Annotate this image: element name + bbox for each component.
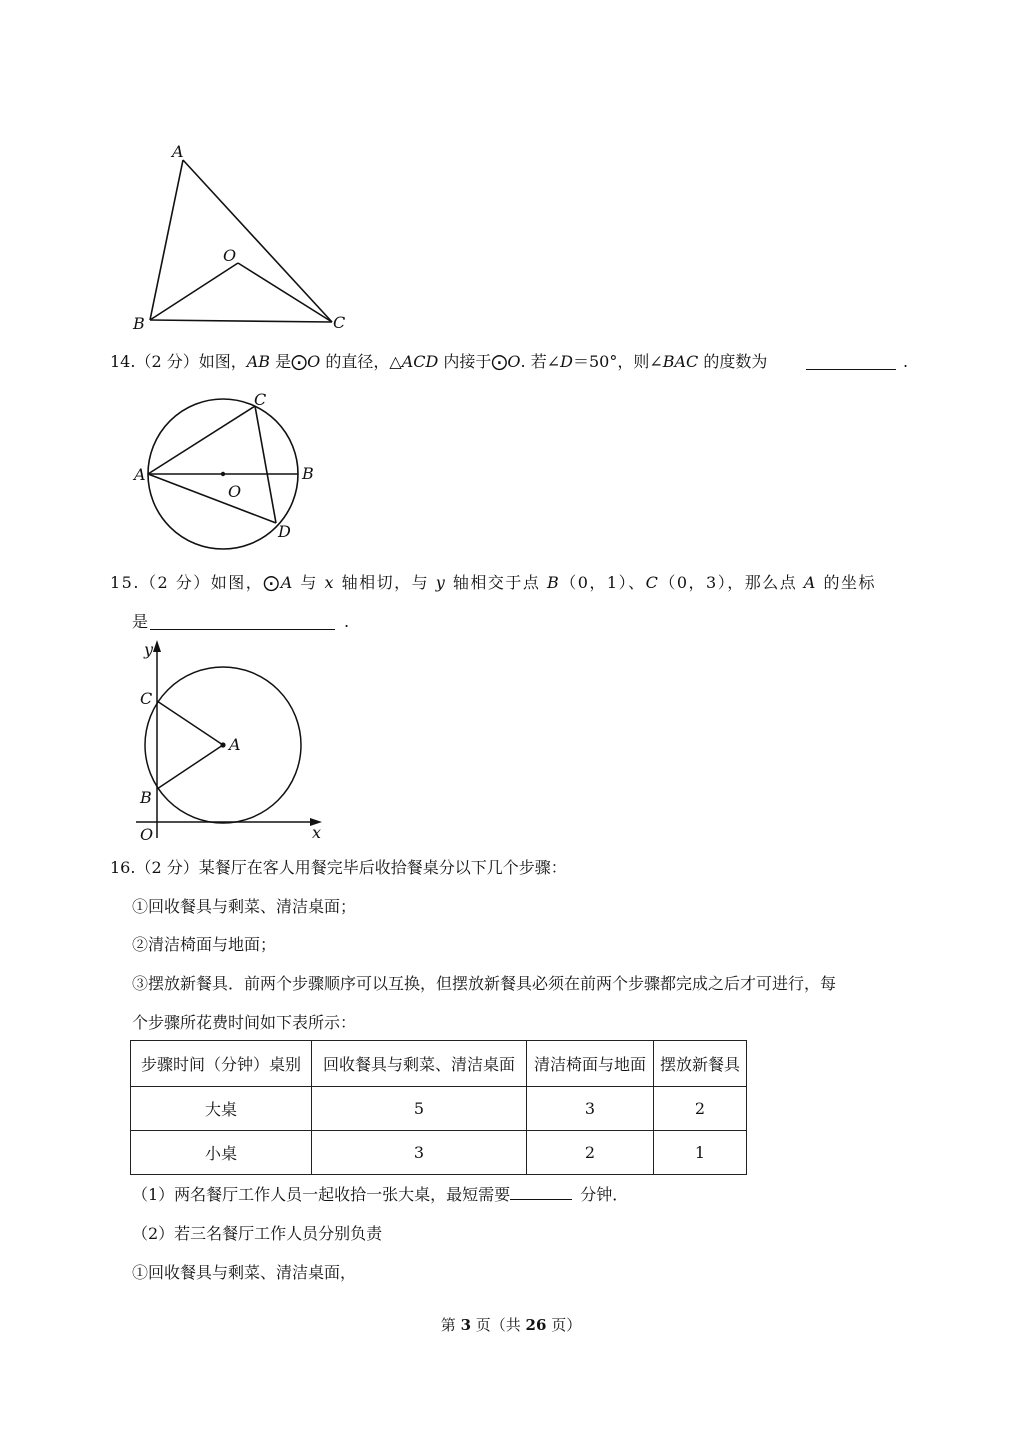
label-b: B	[140, 788, 152, 807]
answer-blank-16-1[interactable]	[510, 1184, 572, 1200]
coordinate-figure-15	[130, 638, 335, 846]
total-pages: 26	[525, 1316, 547, 1334]
question-15: 15.（2 分）如图，⨀A 与 x 轴相切，与 y 轴相交于点 B（0，1）、C（0，3），那么点 A 的坐标	[110, 573, 876, 592]
table-cell: 大桌	[131, 1087, 312, 1131]
segment-bc	[150, 320, 332, 322]
segment-cd	[255, 406, 276, 523]
label-o: O	[228, 482, 242, 501]
segment-ac	[148, 406, 255, 474]
question-15-line2: 是	[132, 612, 149, 631]
table-cell: 小桌	[131, 1131, 312, 1175]
segment-ca	[157, 701, 223, 745]
table-header-cell: 步骤时间（分钟）桌别	[131, 1041, 312, 1087]
step-1: ①回收餐具与剩菜、清洁桌面；	[132, 897, 357, 916]
label-b: B	[133, 314, 145, 333]
answer-blank-15[interactable]	[150, 614, 335, 630]
label-c: C	[254, 390, 267, 409]
sub-question-2-item-1: ①回收餐具与剩菜、清洁桌面，	[132, 1263, 357, 1282]
sub-question-1: （1）两名餐厅工作人员一起收拾一张大桌，最短需要 分钟．	[132, 1185, 629, 1204]
segment-ad	[148, 474, 276, 523]
question-14-end: .	[903, 352, 909, 371]
segment-ac	[183, 160, 332, 322]
question-score: （2 分）	[135, 352, 199, 371]
question-number: 16.	[110, 858, 136, 877]
step-3-continued: 个步骤所花费时间如下表所示：	[132, 1013, 357, 1032]
question-16: 16.（2 分）某餐厅在客人用餐完毕后收拾餐桌分以下几个步骤：	[110, 858, 567, 877]
step-2: ②清洁椅面与地面；	[132, 935, 277, 954]
current-page: 3	[460, 1316, 471, 1334]
segment-ba	[157, 745, 223, 789]
label-a: A	[134, 465, 146, 484]
time-table	[130, 1040, 747, 1175]
table-cell: 2	[654, 1087, 747, 1131]
page-footer: 第 3 页（共 26 页）	[440, 1316, 582, 1334]
question-number: 14.	[110, 352, 136, 371]
table-row	[131, 1087, 747, 1131]
label-x: x	[312, 823, 322, 842]
table-cell: 3	[527, 1087, 654, 1131]
table-header-cell: 回收餐具与剩菜、清洁桌面	[312, 1041, 527, 1087]
triangle-figure	[120, 135, 360, 340]
table-header-cell: 清洁椅面与地面	[527, 1041, 654, 1087]
label-a: A	[172, 142, 184, 161]
label-c: C	[140, 689, 153, 708]
table-cell: 5	[312, 1087, 527, 1131]
question-number: 15.	[110, 573, 140, 592]
table-cell: 1	[654, 1131, 747, 1175]
table-cell: 2	[527, 1131, 654, 1175]
label-c: C	[333, 313, 346, 332]
question-15-end: .	[344, 612, 350, 631]
table-header-cell: 摆放新餐具	[654, 1041, 747, 1087]
label-y: y	[144, 640, 154, 659]
circle-figure-14	[128, 385, 328, 550]
y-axis-arrow	[153, 640, 161, 652]
point-a	[220, 742, 225, 747]
question-score: （2 分）	[139, 573, 211, 592]
answer-blank-14[interactable]	[806, 354, 896, 370]
table-row	[131, 1131, 747, 1175]
table-cell: 3	[312, 1131, 527, 1175]
label-b: B	[302, 464, 314, 483]
segment-ab	[150, 160, 183, 320]
center-point	[221, 472, 225, 476]
table-header-row	[131, 1041, 747, 1087]
label-o: O	[140, 825, 154, 844]
sub-question-2: （2）若三名餐厅工作人员分别负责	[132, 1224, 383, 1243]
label-d: D	[278, 522, 291, 541]
question-14: 14.（2 分）如图，AB 是⨀O 的直径，△ACD 内接于⨀O. 若∠D＝50°，则∠BAC 的度数为	[110, 352, 768, 371]
segment-bo	[150, 263, 238, 320]
question-score: （2 分）	[135, 858, 199, 877]
step-3: ③摆放新餐具．前两个步骤顺序可以互换，但摆放新餐具必须在前两个步骤都完成之后才可进行，每	[132, 974, 837, 993]
label-o: O	[223, 246, 237, 265]
label-a: A	[229, 735, 241, 754]
